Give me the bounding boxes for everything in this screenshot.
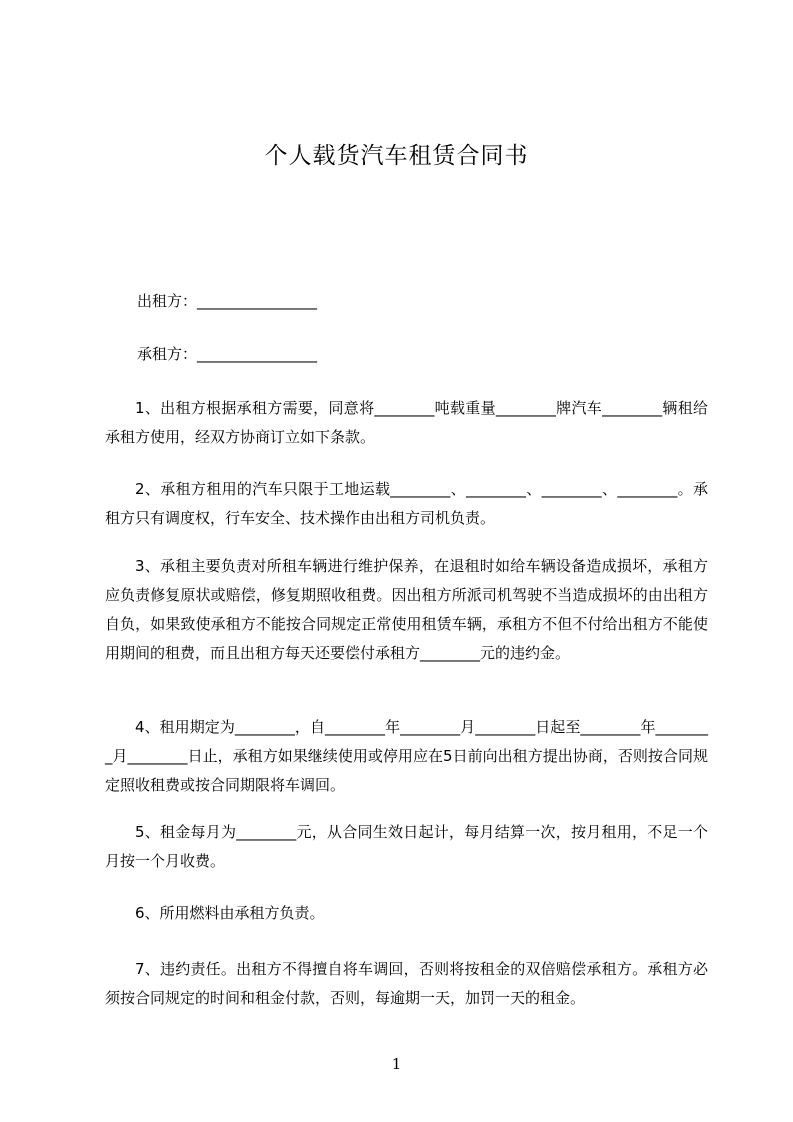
clause-7: 7、违约责任。出租方不得擅自将车调回，否则将按租金的双倍赔偿承租方。承租方必须按合同规定的时间和租金付款，否则，每逾期一天，加罚一天的租金。 [105, 960, 708, 1007]
lessee-line: 承租方：________________ [137, 345, 318, 363]
clause-3: 3、承租主要负责对所租车辆进行维护保养，在退租时如给车辆设备造成损坏，承租方应负责修复原状或赔偿，修复期照收租费。因出租方所派司机驾驶不当造成损坏的由出租方自负，如果致使承租方不能按合同规定正常使用租赁车辆，承租方不但不付给出租方不能使用期间的租费，而且出租方每天还要偿付承租方________元的违约金。 [105, 557, 708, 662]
clause-5: 5、租金每月为________元，从合同生效日起计，每月结算一次，按月租用，不足一个月按一个月收费。 [105, 823, 708, 870]
document-title: 个人载货汽车租赁合同书 [264, 143, 529, 169]
clause-4: 4、租用期定为________，自________年________月________日起至________年________月________日止，承租方如果继续使用或停用应在5日前向出租方提出协商，否则按合同规定照收租费或按合同期限将车调回。 [105, 718, 708, 794]
clause-2: 2、承租方租用的汽车只限于工地运载________、________、________、________。承租方只有调度权，行车安全、技术操作由出租方司机负责。 [105, 480, 708, 527]
page-number: 1 [391, 1055, 402, 1073]
clause-6: 6、所用燃料由承租方负责。 [135, 904, 325, 922]
clause-1: 1、出租方根据承租方需要，同意将________吨载重量________牌汽车________辆租给承租方使用，经双方协商订立如下条款。 [105, 399, 708, 446]
lessor-line: 出租方：________________ [137, 292, 318, 310]
